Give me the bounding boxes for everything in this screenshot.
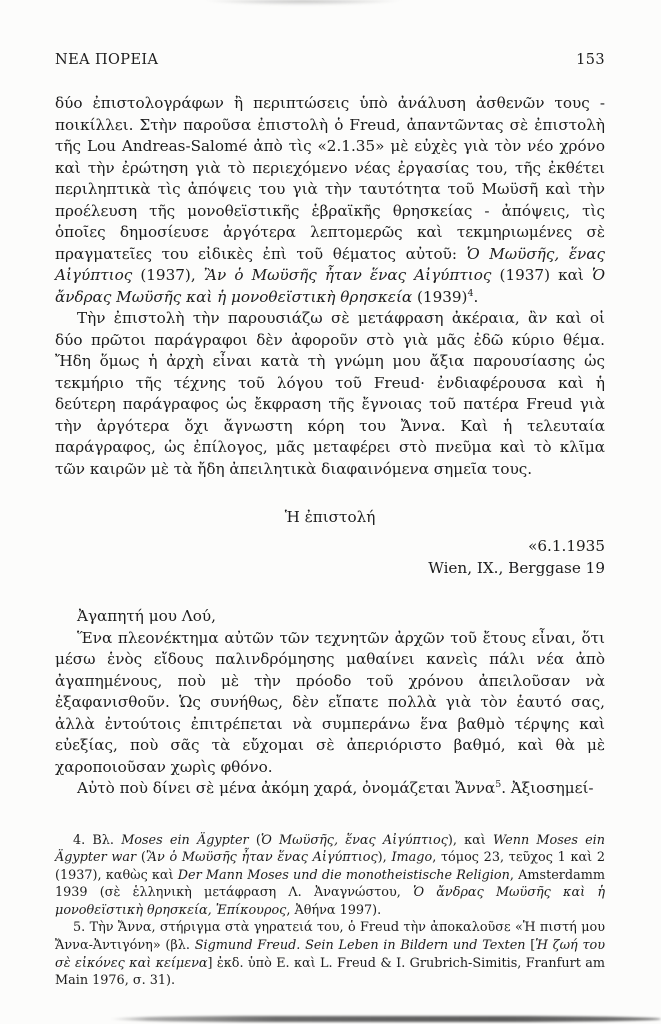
footnotes-section [55,832,605,990]
letter-address: Wien, IX., Berggase 19 [428,558,605,577]
footnote-5: 5. Τὴν Ἄννα, στήριγμα στὰ γηρατειά του, ὁ Freud τὴν ἀποκαλοῦσε «Ἡ πιστή μου Ἄννα-Ἀντιγόνη» (βλ. Sigmund Freud. Sein Leben in Bildern und Texten [Ἡ ζωή του σὲ εἰκόνες καὶ κείμενα] ἐκδ. ὑπὸ Ε. καὶ L. Freud & I. Grubrich-Simitis, Franfurt am Main 1976, σ. 31). [55,920,606,989]
letter-dateline [55,536,605,579]
journal-title: ΝΕΑ ΠΟΡΕΙΑ [55,52,159,68]
page-body [55,93,605,990]
letter-salutation: Ἀγαπητή μου Λού, [77,607,216,625]
page-number: 153 [576,52,605,68]
letter-heading: Ἡ ἐπιστολή [284,508,376,526]
scan-artifact-top-smudge [178,0,428,7]
letter-paragraph-1: Ἕνα πλεονέκτημα αὐτῶν τῶν τεχνητῶν ἀρχῶν τοῦ ἔτους εἶναι, ὅτι μέσω ἑνὸς εἴδους παλινδρόμησης μαθαίνει κανεὶς πάλι νέα ἀπὸ ἀγαπημένους, ποὺ μὲ τὴν πρόοδο τοῦ χρόνου ἀπειλοῦσαν νὰ ἐξαφανισθοῦν. Ὡς συνήθως, δὲν εἴπατε πολλὰ γιὰ τὸν ἑαυτό σας, ἀλλὰ ἐντούτοις ἐπιτρέπεται νὰ συμπεράνω ἕνα βαθμὸ τέρψης καὶ εὐεξίας, ποὺ σᾶς τὰ εὔχομαι σὲ ἀπεριόριστο βαθμό, καὶ θὰ μὲ χαροποιοῦσαν χωρὶς φθόνο. [55,628,605,776]
body-paragraph-2: Τὴν ἐπιστολὴ τὴν παρουσιάζω σὲ μετάφραση ἀκέραια, ἂν καὶ οἱ δύο πρῶτοι παράγραφοι δὲν ἀφοροῦν στὸ γιὰ μᾶς ἐδῶ κύριο θέμα. Ἤδη ὅμως ἡ ἀρχὴ εἶναι κατὰ τὴ γνώμη μου ἄξια παρουσίασης ὡς τεκμήριο τῆς τέχνης τοῦ λόγου τοῦ Freud· ἐνδιαφέρουσα καὶ ἡ δεύτερη παράγραφος ὡς ἔκφραση τῆς ἔγνοιας τοῦ πατέρα Freud γιὰ τὴν ἀργότερα ὄχι ἄγνωστη κόρη του Ἄννα. Καὶ ἡ τελευταία παράγραφος, ὡς ἐπίλογος, μᾶς μεταφέρει στὸ πνεῦμα καὶ τὸ κλῖμα τῶν καιρῶν μὲ τὰ ἤδη ἀπειλητικὰ διαφαινόμενα σημεῖα τους. [55,309,605,478]
letter-date: «6.1.1935 [528,537,605,555]
body-paragraph-1: δύο ἐπιστολογράφων ἢ περιπτώσεις ὑπὸ ἀνάλυση ἀσθενῶν τους - ποικίλλει. Στὴν παροῦσα ἐπιστολὴ ὁ Freud, ἀπαντῶντας σὲ ἐπιστολὴ τῆς Lou Andreas-Salomé ἀπὸ τὶς «2.1.35» μὲ εὐχὲς γιὰ τὸν νέο χρόνο καὶ τὴν ἐρώτηση γιὰ τὸ περιεχόμενο νέας ἐργασίας του, τῆς ἐκθέτει περιληπτικὰ τὶς ἀπόψεις του γιὰ τὴν ταυτότητα τοῦ Μωϋσῆ καὶ τὴν προέλευση τῆς μονοθεϊστικῆς ἑβραϊκῆς θρησκείας - ἀπόψεις, τὶς ὁποῖες δημοσίευσε ἀργότερα λεπτομερῶς καὶ τεκμηριωμένες σὲ πραγματεῖες του εἰδικὲς ἐπὶ τοῦ θέματος αὐτοῦ: Ὁ Μωϋσῆς, ἕνας Αἰγύπτιος (1937), Ἂν ὁ Μωϋσῆς ἦταν ἕνας Αἰγύπτιος (1937) καὶ Ὁ ἄνδρας Μωϋσῆς καὶ ἡ μονοθεϊστικὴ θρησκεία $(1939)^4$. [55,94,605,306]
page-header [55,52,605,68]
footnote-4: 4. Βλ. Moses ein Ägypter (Ὁ Μωϋσῆς, ἕνας Αἰγύπτιος), καὶ Wenn Moses ein Ägypter war (Ἂν ὁ Μωϋσῆς ἦταν ἕνας Αἰγύπτιος), Imago, τόμος 23, τεῦχος 1 καὶ 2 (1937), καθὼς καὶ Der Mann Moses und die monotheistische Religion, Amsterdamm 1939 (σὲ ἑλληνικὴ μετάφραση Λ. Ἀναγνώστου, Ὁ ἄνδρας Μωϋσῆς καὶ ἡ μονοθεϊστικὴ θρησκεία, Ἐπίκουρος, Ἀθήνα 1997). [55,832,606,918]
scan-artifact-bottom-shadow [110,1016,661,1022]
letter-paragraph-2: Αὐτὸ ποὺ δίνει σὲ μένα ἀκόμη χαρά, ὀνομάζεται Ἄννα$^5$. Ἀξιοσημεί- [77,778,594,797]
